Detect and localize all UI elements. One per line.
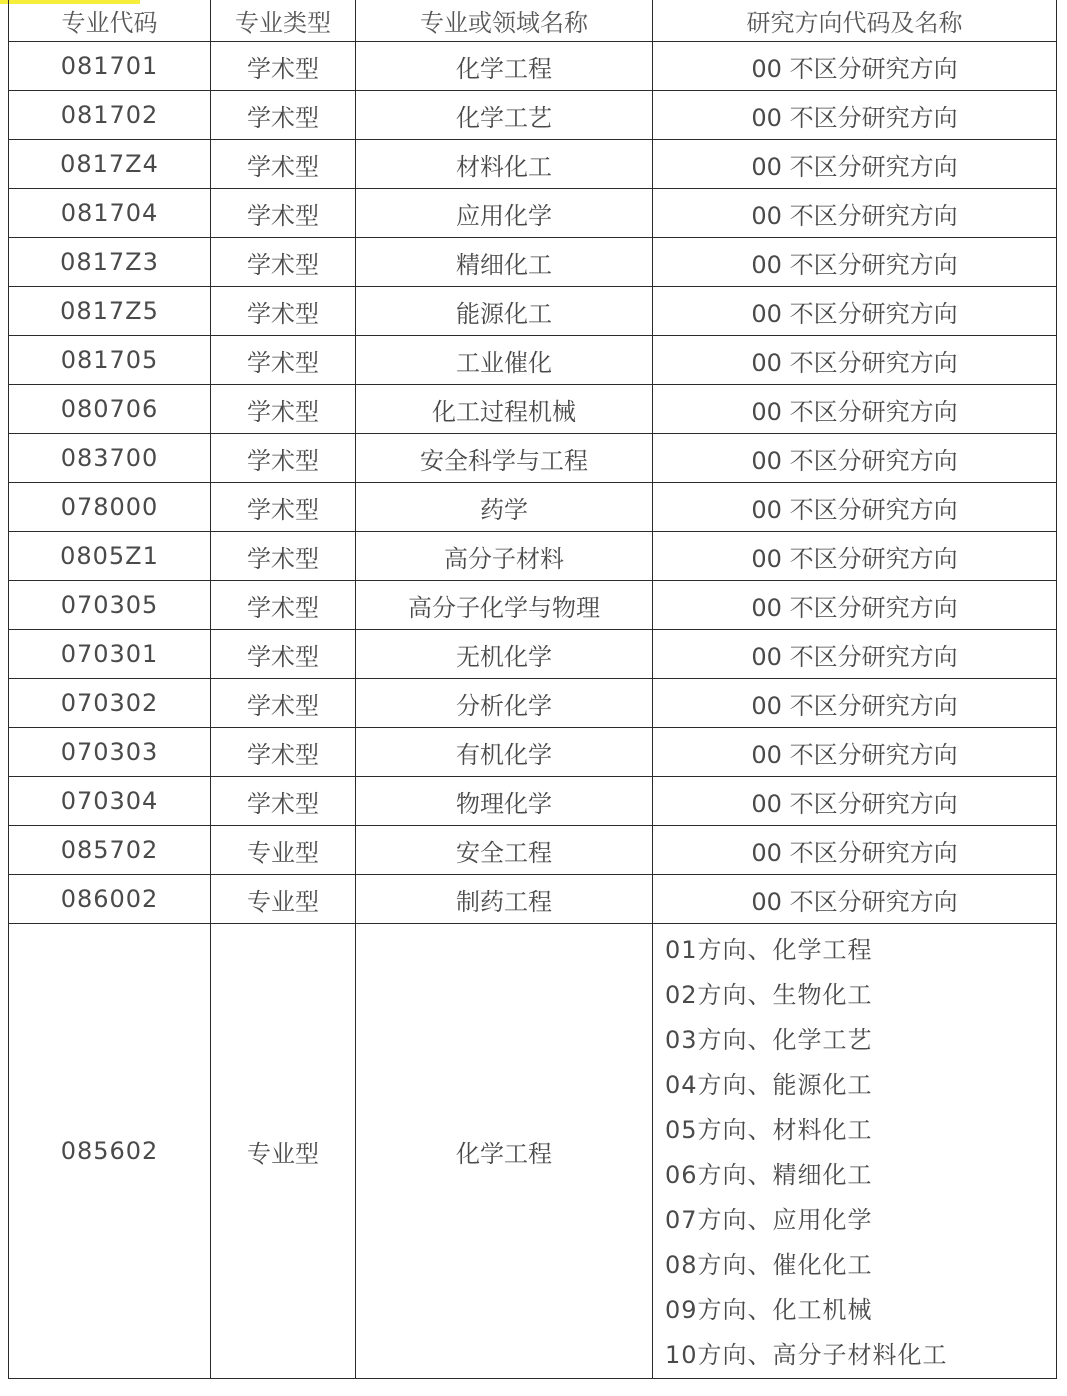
major-type-cell: 学术型 [211,679,356,728]
direction-cell: 00 不区分研究方向 [653,875,1057,924]
table-body [9,42,1057,1379]
table-row [9,287,1057,336]
major-name-cell: 高分子化学与物理 [356,581,653,630]
major-name-cell: 高分子材料 [356,532,653,581]
major-code-cell: 070303 [9,728,211,777]
direction-item: 06方向、精细化工 [665,1161,873,1189]
major-name-cell: 精细化工 [356,238,653,287]
direction-item: 09方向、化工机械 [665,1296,873,1324]
table-row [9,91,1057,140]
header-major-type: 专业类型 [211,0,356,42]
major-code-cell: 086002 [9,875,211,924]
direction-cell: 00 不区分研究方向 [653,777,1057,826]
major-code-cell: 080706 [9,385,211,434]
table-row [9,189,1057,238]
table-row [9,385,1057,434]
direction-cell: 00 不区分研究方向 [653,532,1057,581]
direction-cell: 00 不区分研究方向 [653,483,1057,532]
direction-item: 03方向、化学工艺 [665,1026,873,1054]
direction-item: 07方向、应用化学 [665,1206,873,1234]
major-name-cell: 材料化工 [356,140,653,189]
major-code-cell: 070305 [9,581,211,630]
table-row [9,238,1057,287]
direction-cell: 00 不区分研究方向 [653,434,1057,483]
major-code-cell: 0817Z4 [9,140,211,189]
major-name-cell: 化学工程 [356,42,653,91]
major-type-cell: 专业型 [211,826,356,875]
major-type-cell: 学术型 [211,91,356,140]
direction-cell: 00 不区分研究方向 [653,336,1057,385]
major-type-cell: 学术型 [211,483,356,532]
major-code-cell: 070301 [9,630,211,679]
header-major-name: 专业或领域名称 [356,0,653,42]
table-row [9,140,1057,189]
direction-cell: 00 不区分研究方向 [653,679,1057,728]
major-name-cell: 无机化学 [356,630,653,679]
table-row [9,434,1057,483]
direction-item: 08方向、催化化工 [665,1251,873,1279]
major-type-cell: 学术型 [211,777,356,826]
table-row [9,532,1057,581]
table-row [9,581,1057,630]
direction-cell: 00 不区分研究方向 [653,826,1057,875]
major-type-cell: 学术型 [211,336,356,385]
direction-item: 05方向、材料化工 [665,1116,873,1144]
major-type-cell: 学术型 [211,630,356,679]
table-header [9,0,1057,42]
major-code-cell: 0817Z3 [9,238,211,287]
major-name-cell: 工业催化 [356,336,653,385]
major-type-cell: 专业型 [211,875,356,924]
major-code-cell: 081705 [9,336,211,385]
table-row [9,630,1057,679]
direction-cell: 00 不区分研究方向 [653,287,1057,336]
major-type-cell: 学术型 [211,189,356,238]
major-code-cell: 0817Z5 [9,287,211,336]
table-row [9,728,1057,777]
direction-cell: 00 不区分研究方向 [653,581,1057,630]
table-row [9,924,1057,1379]
direction-item: 04方向、能源化工 [665,1071,873,1099]
major-name-cell: 应用化学 [356,189,653,238]
major-type-cell: 学术型 [211,287,356,336]
direction-item: 10方向、高分子材料化工 [665,1341,948,1369]
table-row [9,679,1057,728]
major-name-cell: 制药工程 [356,875,653,924]
major-name-cell: 能源化工 [356,287,653,336]
major-name-cell: 安全科学与工程 [356,434,653,483]
table-row [9,336,1057,385]
major-name-cell: 药学 [356,483,653,532]
major-name-cell: 化学工艺 [356,91,653,140]
major-name-cell: 化学工程 [356,924,653,1379]
header-major-code: 专业代码 [9,0,211,42]
direction-cell: 00 不区分研究方向 [653,189,1057,238]
major-code-cell: 0805Z1 [9,532,211,581]
major-code-cell: 070302 [9,679,211,728]
major-code-cell: 085602 [9,924,211,1379]
major-type-cell: 专业型 [211,924,356,1379]
major-name-cell: 化工过程机械 [356,385,653,434]
major-type-cell: 学术型 [211,140,356,189]
major-type-cell: 学术型 [211,434,356,483]
major-name-cell: 分析化学 [356,679,653,728]
major-type-cell: 学术型 [211,532,356,581]
major-code-cell: 081704 [9,189,211,238]
major-code-cell: 081701 [9,42,211,91]
major-type-cell: 学术型 [211,238,356,287]
major-type-cell: 学术型 [211,581,356,630]
major-code-cell: 081702 [9,91,211,140]
direction-cell: 00 不区分研究方向 [653,238,1057,287]
major-type-cell: 学术型 [211,42,356,91]
major-name-cell: 物理化学 [356,777,653,826]
major-name-cell: 有机化学 [356,728,653,777]
direction-cell: 00 不区分研究方向 [653,91,1057,140]
majors-table [8,0,1057,1379]
major-code-cell: 078000 [9,483,211,532]
table-row [9,42,1057,91]
major-name-cell: 安全工程 [356,826,653,875]
table-row [9,483,1057,532]
table-row [9,875,1057,924]
direction-cell: 00 不区分研究方向 [653,630,1057,679]
direction-cell: 00 不区分研究方向 [653,42,1057,91]
major-type-cell: 学术型 [211,385,356,434]
direction-cell: 00 不区分研究方向 [653,140,1057,189]
header-research-direction: 研究方向代码及名称 [653,0,1057,42]
major-type-cell: 学术型 [211,728,356,777]
direction-item: 02方向、生物化工 [665,981,873,1009]
direction-cell: 00 不区分研究方向 [653,385,1057,434]
major-code-cell: 083700 [9,434,211,483]
table-row [9,777,1057,826]
direction-item: 01方向、化学工程 [665,936,873,964]
major-code-cell: 085702 [9,826,211,875]
table-row [9,826,1057,875]
direction-cell: 00 不区分研究方向 [653,728,1057,777]
direction-list-cell [653,924,1057,1379]
major-code-cell: 070304 [9,777,211,826]
